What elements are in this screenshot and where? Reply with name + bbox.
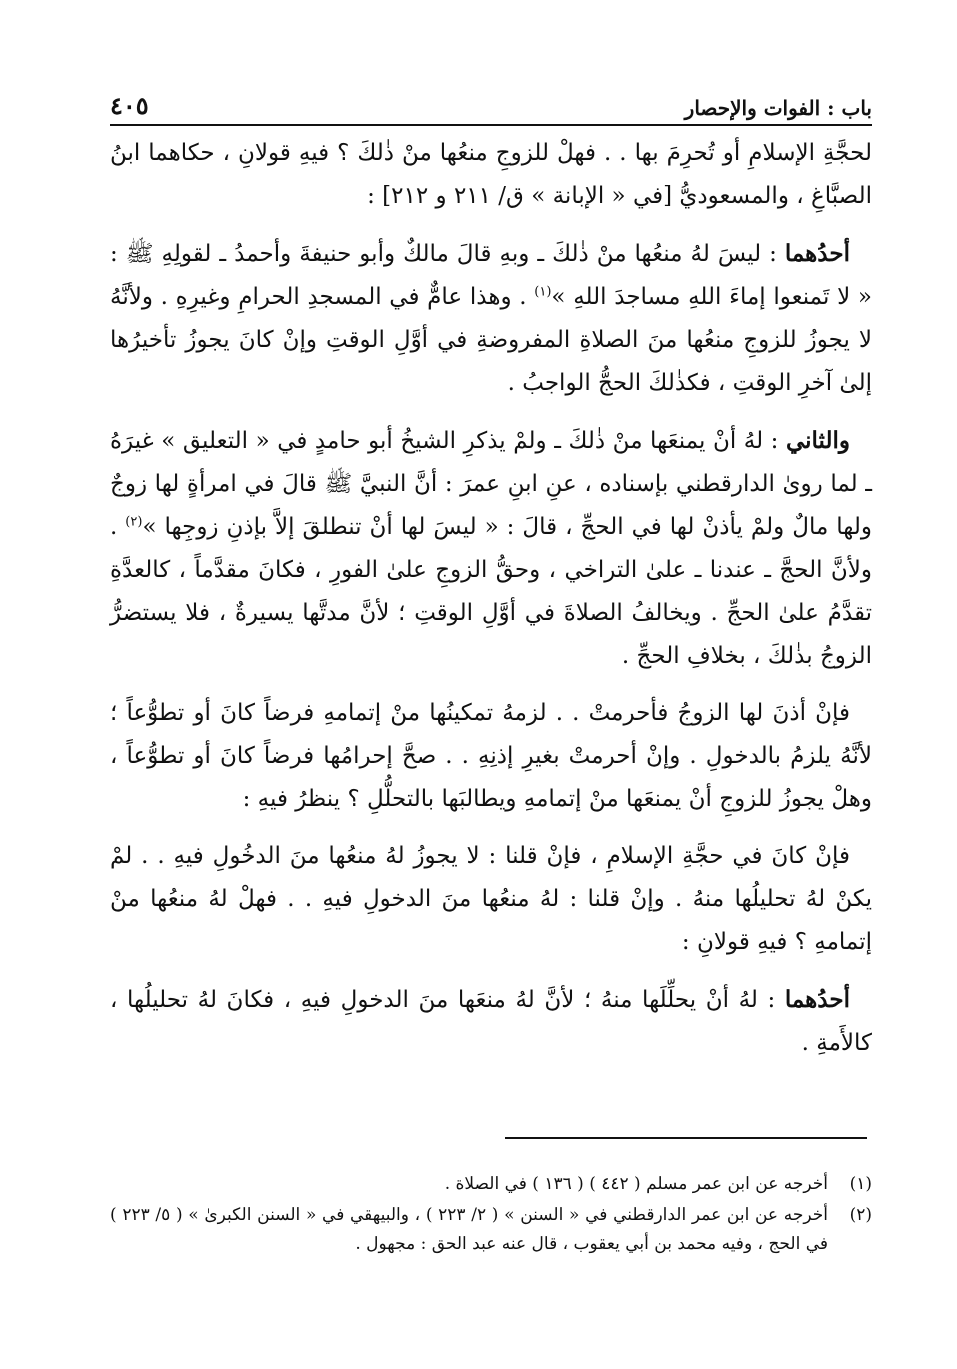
paragraph-tail: . وهذا عامٌّ في المسجدِ الحرامِ وغيرِهِ . ولأنَّهُ لا يجوزُ للزوجِ منعُها منَ الصلاةِ المفروضةِ في أوَّلِ الوقتِ وإنْ كانَ يجوزُ تأخيرُها إلىٰ آخرِ الوقتِ ، فكذٰلكَ الحجُّ الواجبُ .: [110, 284, 872, 396]
paragraph-lead: أحدُهما: [784, 986, 850, 1013]
paragraph-6: [110, 978, 872, 1065]
paragraph-1: [110, 132, 872, 218]
paragraph-text: : ليسَ لهُ منعُها منْ ذٰلكَ ـ وبهِ قالَ مالكٌ وأبو حنيفةَ وأحمدُ ـ لقولِهِ ﷺ : « لا تَمنعوا إماءَ اللهِ مساجدَ اللهِ »: [110, 241, 872, 310]
footnote-item: [110, 1170, 872, 1199]
paragraph-text: فإنْ أذنَ لها الزوجُ فأحرمتْ . . لزمهُ تمكينُها منْ إتمامهِ فرضاً كانَ أو تطوُّعاً ؛ لأنَّهُ يلزمُ بالدخولِ . وإنْ أحرمتْ بغيرِ إذنِهِ . . صحَّ إحرامُها فرضاً كانَ أو تطوُّعاً ، وهلْ يجوزُ للزوجِ أنْ يمنعَها منْ إتمامهِ ويطالبَها بالتحلُّلِ ؟ ينظرُ فيهِ :: [110, 700, 872, 812]
paragraph-text: لحجَّةِ الإسلامِ أو تُحرِمَ بها . . فهلْ للزوجِ منعُها منْ ذٰلكَ ؟ فيهِ قولانِ ، حكاهما ابنُ الصبَّاغِ ، والمسعوديُّ [في « الإبانة » ق/ ٢١١ و ٢١٢] :: [110, 140, 872, 209]
footnote-number: (١): [849, 1174, 872, 1194]
paragraph-lead: أحدُهما: [784, 240, 850, 267]
paragraph-text: : لهُ أنْ يحلِّلَها منهُ ؛ لأنَّ لهُ منعَها منَ الدخولِ فيهِ ، فكانَ لهُ تحليلُها ، كالأَمةِ .: [110, 987, 872, 1056]
paragraph-text: : لهُ أنْ يمنعَها منْ ذٰلكَ ـ ولمْ يذكرِ الشيخُ أبو حامدٍ في « التعليق » غيرَهُ ـ لما روىٰ الدارقطني بإسناده ، عنِ ابنِ عمرَ : أنَّ النبيَّ ﷺ قالَ في امرأةٍ لها زوجٌ ولها مالٌ ولمْ يأذنْ لها في الحجِّ ، قالَ : « ليسَ لها أنْ تنطلقَ إلاَّ بإذنِ زوجِها »: [110, 428, 872, 540]
footnote-ref-2: (٢): [125, 514, 143, 530]
main-text: [110, 132, 872, 1079]
chapter-title: باب : الفوات والإحصار: [684, 96, 872, 120]
footnote-ref-1: (١): [534, 284, 552, 300]
paragraph-text: فإنْ كانَ في حجَّةِ الإسلامِ ، فإنْ قلنا : لا يجوزُ لهُ منعُها منَ الدخُولِ فيهِ . . لمْ يكنْ لهُ تحليلُها منهُ . وإنْ قلنا : لهُ منعُها منَ الدخولِ فيهِ . . فهلْ لهُ منعُها منْ إتمامهِ ؟ فيهِ قولانِ :: [110, 843, 872, 955]
footnote-text: أخرجه عن ابن عمر مسلم ( ٤٤٢ ) ( ١٣٦ ) في الصلاة .: [444, 1174, 828, 1194]
paragraph-3: [110, 419, 872, 678]
paragraph-tail: . ولأنَّ الحجَّ ـ عندنا ـ علىٰ التراخي ، وحقُّ الزوجِ علىٰ الفورِ ، فكانَ مقدَّماً ، كالعدَّةِ تقدَّمُ علىٰ الحجِّ . ويخالفُ الصلاةَ في أوَّلِ الوقتِ ؛ لأنَّ مدتَّها يسيرةٌ ، فلا يستضرُّ الزوجُ بذٰلكَ ، بخلافِ الحجِّ .: [110, 514, 872, 669]
paragraph-lead: والثاني: [785, 427, 850, 454]
footnotes: [110, 1170, 872, 1261]
footnote-separator: [505, 1137, 867, 1139]
paragraph-2: [110, 232, 872, 405]
page-number: ٤٠٥: [110, 91, 149, 120]
paragraph-4: [110, 692, 872, 821]
paragraph-5: [110, 835, 872, 964]
footnote-text: أخرجه عن ابن عمر الدارقطني في « السنن » ( ٢/ ٢٢٣ ) ، والبيهقي في « السنن الكبرىٰ » ( ٥/ ٢٢٣ ) في الحج ، وفيه محمد بن أبي يعقوب ، قال عنه عبد الحق : مجهول .: [110, 1205, 828, 1254]
footnote-number: (٢): [849, 1205, 872, 1225]
footnote-item: [110, 1201, 872, 1259]
running-header: [110, 86, 872, 126]
